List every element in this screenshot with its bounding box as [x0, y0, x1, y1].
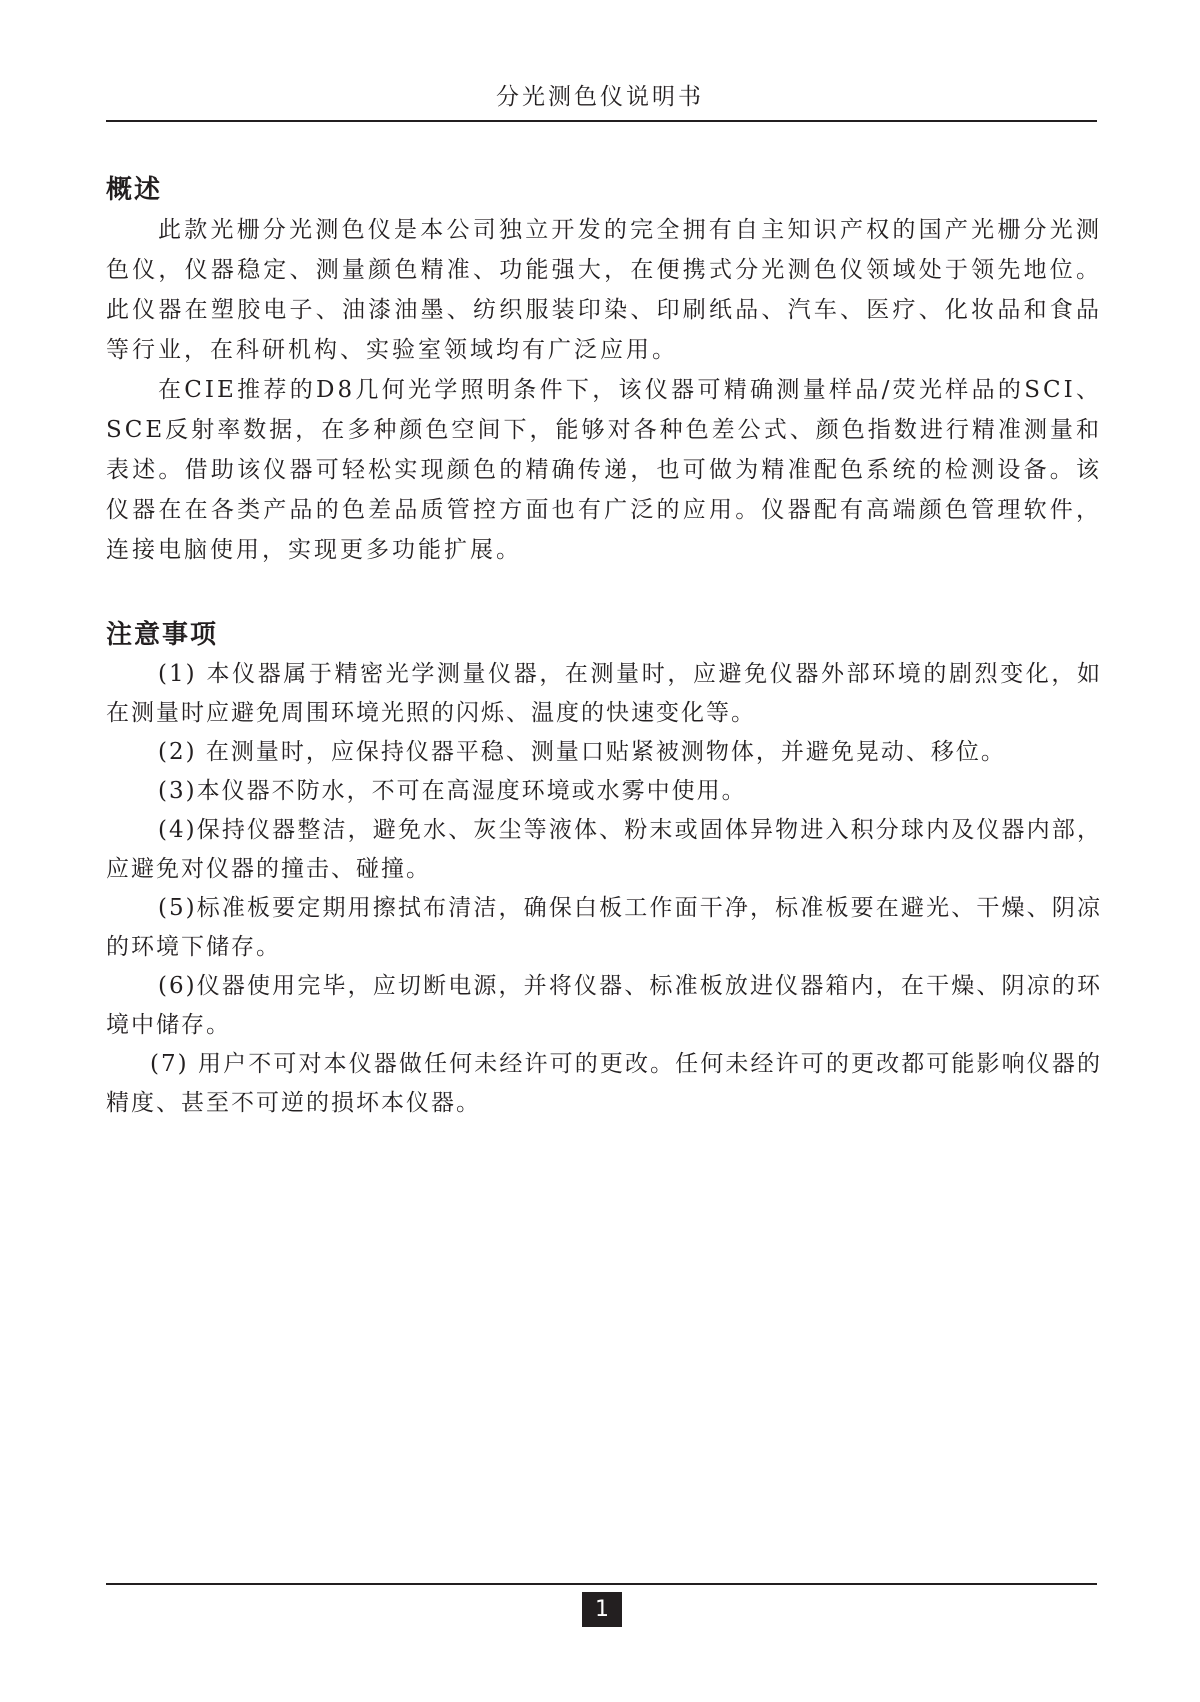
precaution-item-5: (5)标准板要定期用擦拭布清洁，确保白板工作面干净，标准板要在避光、干燥、阴凉的环境下储存。	[106, 895, 1102, 960]
page-number-badge: 1	[582, 1592, 622, 1627]
precaution-item-4: (4)保持仪器整洁，避免水、灰尘等液体、粉末或固体异物进入积分球内及仪器内部，应避免对仪器的撞击、碰撞。	[106, 817, 1102, 882]
overview-paragraph-1: 此款光栅分光测色仪是本公司独立开发的完全拥有自主知识产权的国产光栅分光测色仪，仪器稳定、测量颜色精准、功能强大，在便携式分光测色仪领域处于领先地位。此仪器在塑胶电子、油漆油墨、纺织服装印染、印刷纸品、汽车、医疗、化妆品和食品等行业，在科研机构、实验室领域均有广泛应用。	[106, 217, 1102, 363]
precaution-item-7: (7) 用户不可对本仪器做任何未经许可的更改。任何未经许可的更改都可能影响仪器的精度、甚至不可逆的损坏本仪器。	[106, 1051, 1102, 1116]
precaution-item-1: (1) 本仪器属于精密光学测量仪器，在测量时，应避免仪器外部环境的剧烈变化，如在测量时应避免周围环境光照的闪烁、温度的快速变化等。	[106, 661, 1102, 726]
precaution-item-2: (2) 在测量时，应保持仪器平稳、测量口贴紧被测物体，并避免晃动、移位。	[158, 739, 1006, 765]
overview-heading: 概述	[106, 175, 163, 205]
document-body	[106, 170, 1102, 1123]
precautions-heading: 注意事项	[106, 620, 219, 650]
footer-divider	[106, 1583, 1097, 1585]
overview-paragraph-2: 在CIE推荐的D8几何光学照明条件下，该仪器可精确测量样品/荧光样品的SCI、SCE反射率数据，在多种颜色空间下，能够对各种色差公式、颜色指数进行精准测量和表述。借助该仪器可轻松实现颜色的精确传递，也可做为精准配色系统的检测设备。该仪器在在各类产品的色差品质管控方面也有广泛的应用。仪器配有高端颜色管理软件，连接电脑使用，实现更多功能扩展。	[106, 377, 1102, 563]
header-divider	[106, 120, 1097, 122]
precaution-item-6: (6)仪器使用完毕，应切断电源，并将仪器、标准板放进仪器箱内，在干燥、阴凉的环境中储存。	[106, 973, 1102, 1038]
section-spacer	[106, 570, 1102, 615]
precaution-item-3: (3)本仪器不防水，不可在高湿度环境或水雾中使用。	[158, 778, 747, 804]
page-header-title: 分光测色仪说明书	[496, 84, 704, 110]
